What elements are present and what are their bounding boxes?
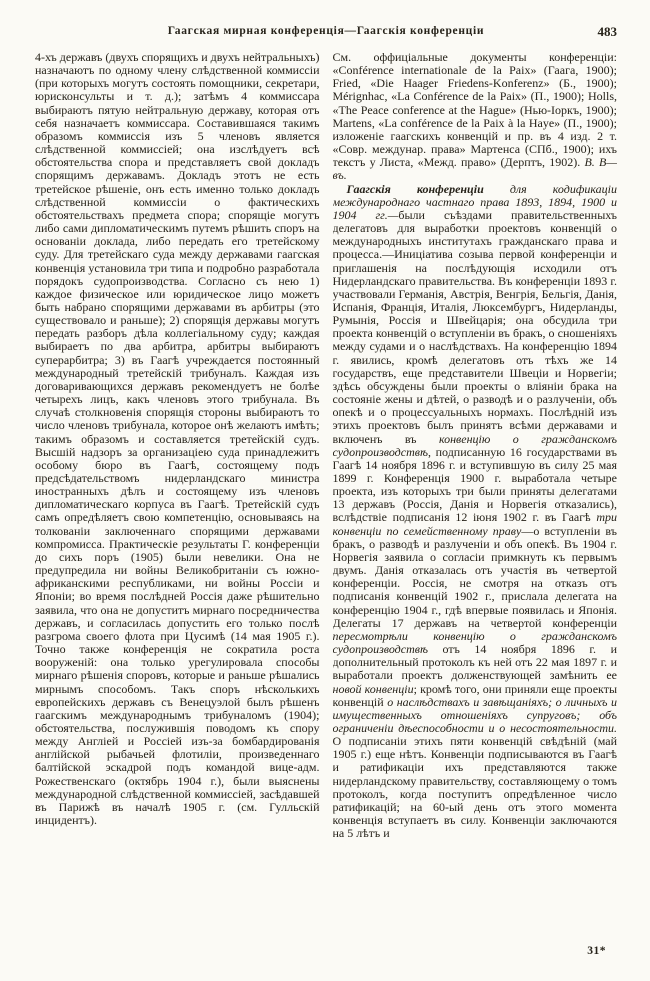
article-text-segment: —о вступленіи въ бракъ, о разводѣ и разлученіи и объ опекѣ. Въ 1904 г. Норвегія заявила о согласіи примкнуть къ первымъ двумъ. Данія отказалась отъ участія въ четвертой конференціи. Россія, не смотря на отказъ отъ подписанія конвенцій 1902 г., прислала делегата на конференцію 1904 г., гдѣ впервые появилась и Японія. Делегаты 17 державъ на четвертой конференціи	[332, 523, 617, 630]
article-text-segment: Гаагскія конференціи	[346, 181, 484, 196]
article-text-segment: отъ 14 ноября 1896 г. и дополнительный протоколъ къ ней отъ 22 мая 1897 г. и выработали проектъ долженствующей замѣнить ее	[332, 642, 617, 683]
right-column	[333, 51, 618, 949]
article-text-segment: три конвенціи по семейственному праву	[332, 510, 617, 538]
article-text-segment: новой конвенціи	[332, 681, 414, 696]
left-column	[35, 51, 320, 949]
article-text-segment: ; кромѣ того, они приняли еще проекты конвенцій	[332, 681, 617, 709]
article-continuation-text: 4-хъ державъ (двухъ спорящихъ и двухъ нейтральныхъ) назначаютъ по одному члену слѣдственной коммиссіи (при которыхъ могутъ состоять помощники, секретари, юрисконсульты и т. д.); затѣмъ 4 коммиссара выбираютъ пятую нейтральную державу, которая отъ себя назначаетъ коммиссара. Составившаяся такимъ образомъ коммиссія изъ 5 членовъ является слѣдственной коммиссіей; она изслѣдуетъ всѣ обстоятельства спора и представляетъ свой докладъ спорящимъ державамъ. Докладъ этотъ не есть третейское рѣшеніе, онъ есть именно только докладъ слѣдственной коммиссіи о фактическихъ обстоятельствахъ предмета спора; спорящіе могутъ либо сами дипломатическимъ путемъ рѣшить споръ на основаніи доклада, либо передать его третейскому суду. Для третейскаго суда между державами гаагская конвенція установила три типа и подробно разработала порядокъ судопроизводства. Согласно съ нею 1) каждое физическое или юридическое лицо можетъ быть набрано спорящими державами въ арбитры (это существовало и раньше); 2) спорящія державы могутъ передать разборъ дѣла коллегіальному суду; каждая выбираетъ по два арбитра, арбитры выбираютъ суперарбитра; 3) въ Гаагѣ учреждается постоянный международный третейскій трибуналъ. Каждая изъ договаривающихся державъ рекомендуетъ не болѣе четырехъ лицъ, какъ членовъ этого трибунала. Въ случаѣ столкновенія спорящія стороны выбираютъ то число членовъ трибунала, которое онѣ желаютъ имѣть; такимъ образомъ и составляется третейскій судъ. Высшій надзоръ за организаціею суда принадлежитъ особому бюро въ Гаагѣ, состоящему подъ предсѣдательствомъ нидерландскаго министра иностранныхъ дѣлъ и состоящему изъ членовъ дипломатическаго корпуса въ Гаагѣ. Третейскій судъ самъ опредѣляетъ свою компетенцію, основываясь на толкованіи заключеннаго спорящими державами компромисса. Практическіе результаты Г. конференціи до сихъ поръ (1905) были невелики. Она не предупредила ни войны Великобританіи съ южно-африканскими республиками, ни войны Россіи и Японіи; во время послѣдней Россія даже рѣшительно заявила, что она не допуститъ мирнаго посредничества державъ, и согласилась допустить его только послѣ разгрома своего флота при Цусимѣ (14 мая 1905 г.). Точно также конференція не сократила роста вооруженій: она только урегулировала способы мирнаго рѣшенія споровъ, которые и раньше рѣшались мирнымъ способомъ. Такъ споръ нѣсколькихъ европейскихъ державъ съ Венецуэлой былъ рѣшенъ гаагскимъ международнымъ трибуналомъ (1904); обстоятельства, послужившія поводомъ къ спору между Англіей и Россіей изъ-за бомбардированія англійской рыбачьей флотиліи, произведеннаго балтійской эскадрой подъ командой вице-адм. Рожественскаго (октябрь 1904 г.), были выяснены международной слѣдственной коммиссіей, засѣдавшей въ Парижѣ въ началѣ 1905 г. (см. Гулльскій инцидентъ).	[35, 51, 320, 828]
bibliography-text: См. оффиціальные документы конференціи: «Conférence internationale de la Paix» (Гаага, 1900); Fried, «Die Haager Friedens-Konferenz» (Б., 1900); Mérignhac, «La Conférence de la Paix» (П., 1900); Holls, «The Peace conference at the Hague» (Нью-Іоркъ, 1900); Martens, «La conférence de la Paix à la Haye» (П., 1900); изложеніе гаагскихъ конвенцій и пр. въ 4 изд. 2 т. «Совр. междунар. права» Мартенса (СПб., 1900); ихъ текстъ у Листа, «Межд. право» (Дерптъ, 1902).	[332, 51, 617, 170]
article-text-segment: для кодификаціи международнаго частнаго права 1893, 1894, 1900 и 1904 гг.—	[332, 181, 617, 222]
page-header	[35, 25, 617, 41]
text-columns	[35, 51, 617, 949]
article-text-segment: были съѣздами правительственныхъ делегатовъ для выработки проектовъ конвенцій о международныхъ институтахъ гражданскаго права и процесса.—Иниціатива созыва первой конференціи и приглашенія на послѣдующія исходили отъ Нидерландскаго правительства. Въ конференціи 1893 г. участвовали Германія, Австрія, Венгрія, Бельгія, Данія, Испанія, Франція, Италія, Люксембургъ, Нидерланды, Румынія, Россія и Швейцарія; она обсудила три проекта конвенцій о вступленіи въ бракъ, о сношеніяхъ между судами и о наслѣдствахъ. На конференцію 1894 г. явились, кромѣ делегатовъ отъ тѣхъ же 14 государствъ, еще представители Швеціи и Норвегіи; здѣсь обсуждены были проекты о вліяніи брака на состояніе жены и дѣтей, о разводѣ и о разлученіи, объ опекѣ и о процессуальныхъ нормахъ. Послѣдній изъ этихъ проектовъ былъ принятъ всѣми державами и включенъ въ	[332, 207, 617, 446]
running-title: Гаагская мирная конференція—Гаагскія конференціи	[167, 25, 485, 37]
article-text-segment: о наслѣдствахъ и завѣщаніяхъ; о личныхъ и имущественныхъ отношеніяхъ супруговъ; объ ограниченіи дѣеспособности и о несостоятельности.	[332, 694, 617, 735]
author-signature: В. В—въ.	[332, 155, 617, 183]
bibliography-paragraph	[333, 51, 618, 183]
article-haag-conferences	[333, 183, 618, 841]
article-text-segment: О подписаніи этихъ пяти конвенцій свѣдѣній (май 1905 г.) еще нѣтъ. Конвенціи подписываются въ Гаагѣ и ратификаціи ихъ представляются также нидерландскому правительству, составляющему о томъ протоколъ, когда поступитъ опредѣленное число ратификацій; на 60-ый день отъ этого момента конвенція вступаетъ въ силу. Конвенціи заключаются на 5 лѣтъ и	[332, 734, 617, 841]
article-text-segment: пересмотрѣли конвенцію о гражданскомъ судопроизводствѣ	[332, 628, 617, 657]
page-number: 483	[597, 24, 617, 39]
printer-signature-mark: 31*	[587, 945, 606, 957]
article-text-segment: конвенцію о гражданскомъ судопроизводствѣ	[332, 431, 617, 459]
article-text-segment: , подписанную 16 государствами въ Гаагѣ 14 ноября 1896 г. и вступившую въ силу 25 мая 1899 г. Конференція 1900 г. выработала четыре проекта, изъ которыхъ три были приняты делегатами 13 державъ (Россія, Данія и Норвегія отказались), вслѣдствіе подписанія 12 іюня 1902 г. въ Гаагѣ	[332, 444, 617, 525]
